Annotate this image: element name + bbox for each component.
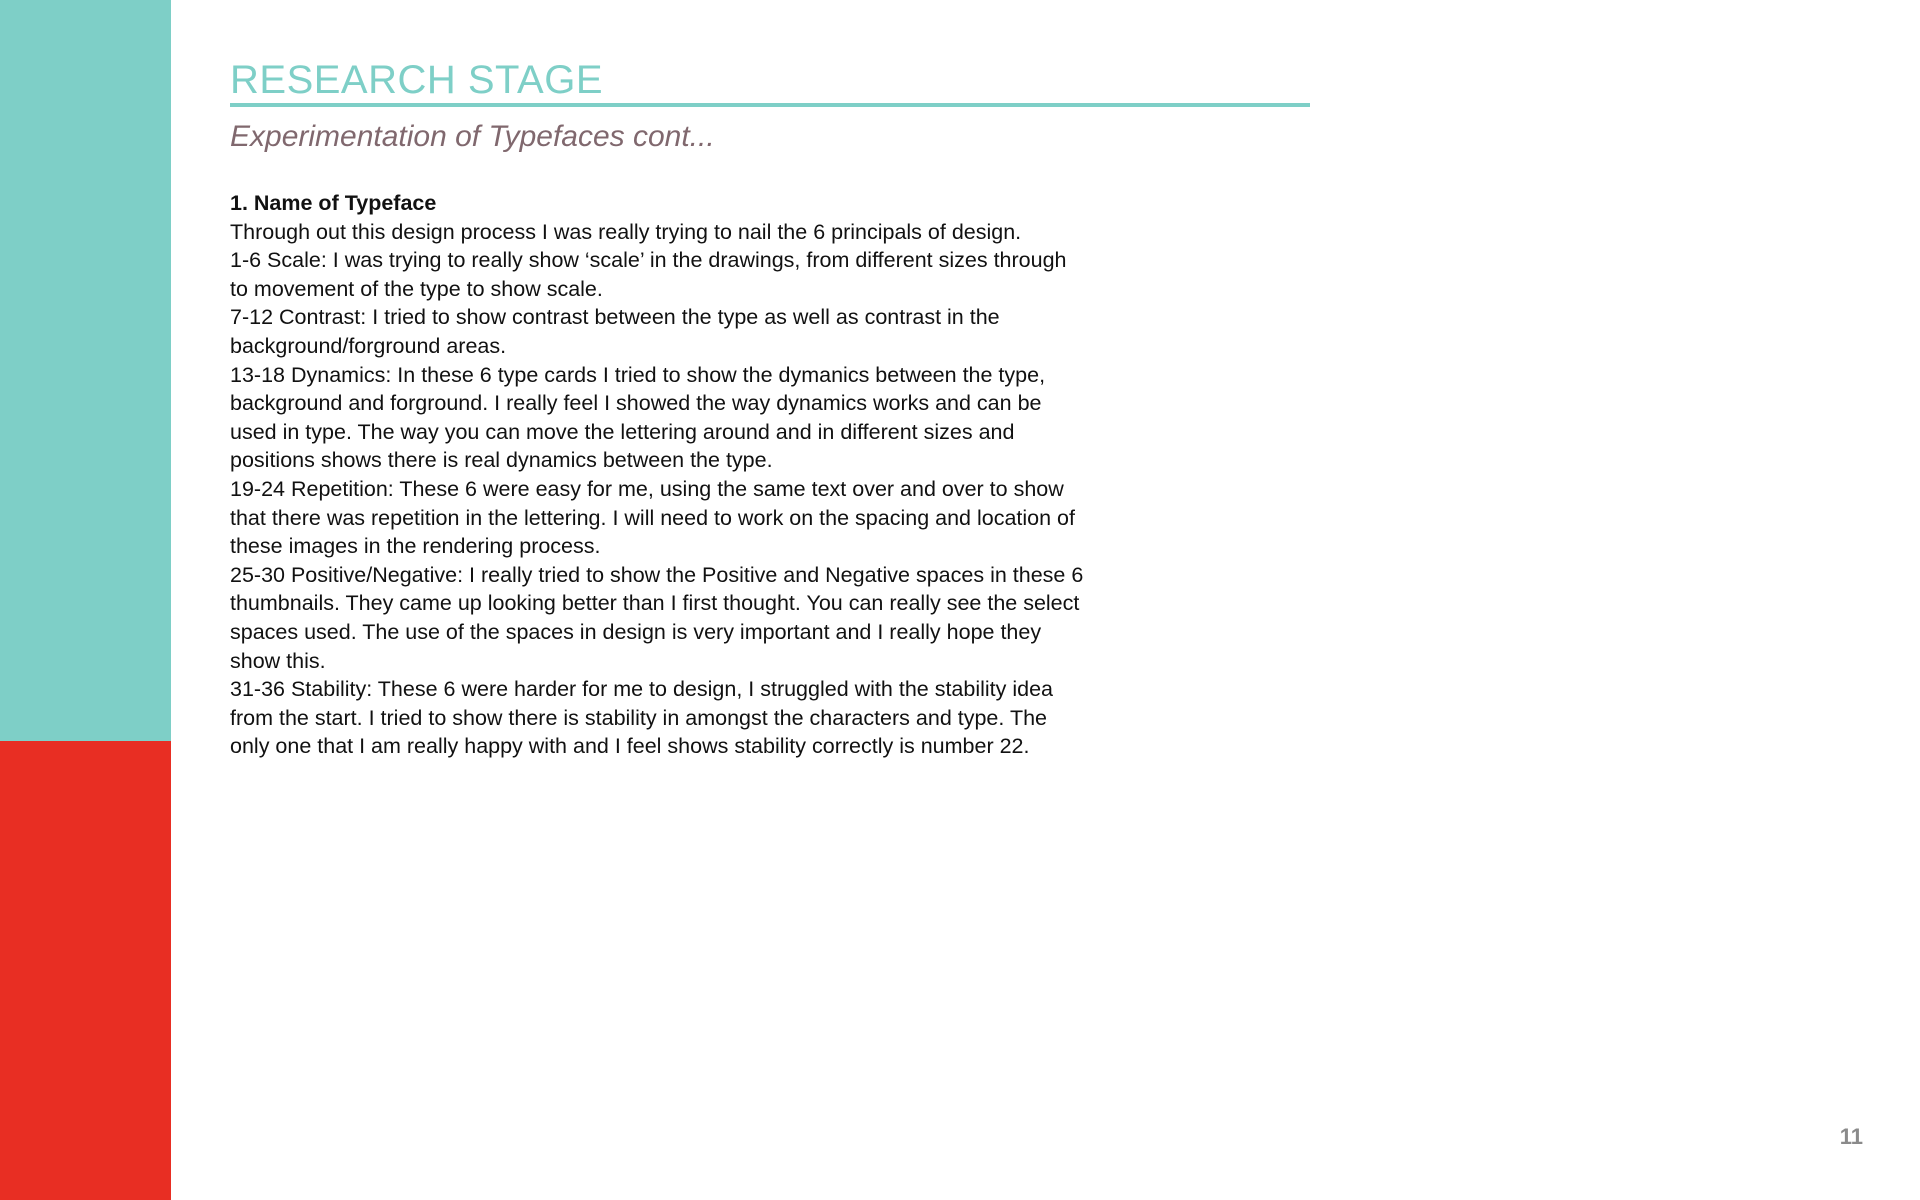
page-content <box>230 58 1310 761</box>
paragraph-contrast: 7-12 Contrast: I tried to show contrast between the type as well as contrast in the background/forground areas. <box>230 305 1000 358</box>
paragraph-dynamics: 13-18 Dynamics: In these 6 type cards I tried to show the dymanics between the type, background and forground. I really feel I showed the way dynamics works and can be used in type. The way you can move the lettering around and in different sizes and positions shows there is real dynamics between the type. <box>230 362 1046 473</box>
paragraph-scale: 1-6 Scale: I was trying to really show ‘scale’ in the drawings, from different sizes through to movement of the type to show scale. <box>230 248 1067 301</box>
title-underline <box>230 103 1310 107</box>
page-title: RESEARCH STAGE <box>230 58 603 102</box>
section-heading: 1. Name of Typeface <box>230 191 437 215</box>
paragraph-intro: Through out this design process I was really trying to nail the 6 principals of design. <box>230 219 1022 244</box>
sidebar-teal-block <box>0 0 171 741</box>
paragraph-repetition: 19-24 Repetition: These 6 were easy for me, using the same text over and over to show that there was repetition in the lettering. I will need to work on the spacing and location of these images in the rendering process. <box>230 476 1075 559</box>
paragraph-positive-negative: 25-30 Positive/Negative: I really tried to show the Positive and Negative spaces in these 6 thumbnails. They came up looking better than I first thought. You can really see the select spaces used. The use of the spaces in design is very important and I really hope they show this. <box>230 562 1084 673</box>
body-text <box>230 189 1090 761</box>
page-number: 11 <box>1839 1124 1863 1149</box>
sidebar-red-block <box>0 741 171 1200</box>
page-subtitle: Experimentation of Typefaces cont... <box>230 120 715 153</box>
paragraph-stability: 31-36 Stability: These 6 were harder for me to design, I struggled with the stability idea from the start. I tried to show there is stability in amongst the characters and type. The only one that I am really happy with and I feel shows stability correctly is number 22. <box>230 677 1054 759</box>
